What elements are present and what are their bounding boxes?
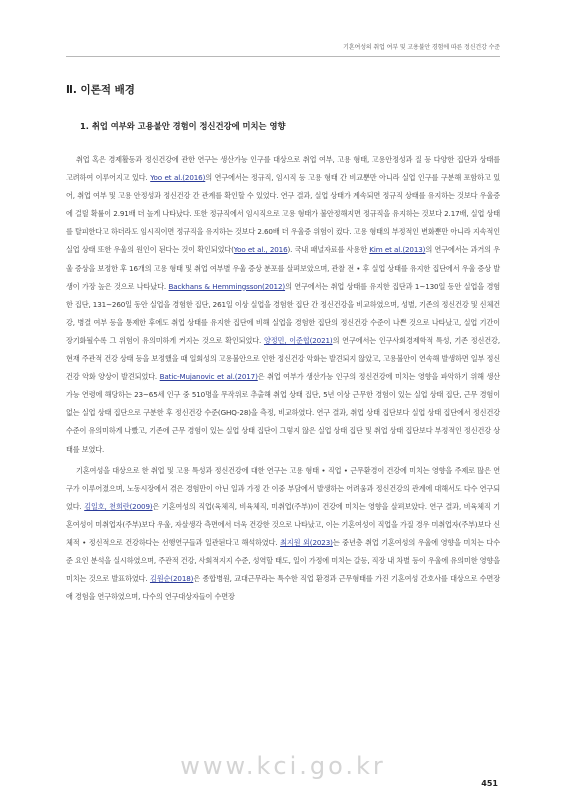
watermark: www.kci.go.kr [180,752,386,780]
page-number: 451 [481,779,498,788]
citation-link[interactable]: Backhans & Hemmingsson(2012) [168,281,286,291]
running-header: 기혼여성의 취업 여부 및 고용불안 경험에 따른 정신건강 수준 [343,44,500,51]
header-rule [66,56,500,57]
paragraph-2: 기혼여성을 대상으로 한 취업 및 고용 특성과 정신건강에 대한 연구는 고용 형태 • 직업 • 근무환경이 건강에 미치는 영향을 주제로 많은 연구가 이루어졌으며, 노동시장에서 겪은 경험만이 아닌 일과 가정 간 이중 부담에서 발생하는 어려움과 정신건강의 관계에 대해서도 다수 연구되었다. 김일호, 천희란(2009)은 기혼여성의 직업(육체직, 비육체직, 미취업(주부))이 건강에 미치는 영향을 살펴보았다. 연구 결과, 비육체직 기혼여성이 미취업자(주부)보다 우울, 자살생각 측면에서 더욱 건강한 것으로 나타났고, 이는 기혼여성이 직업을 가질 경우 미취업자(주부)보다 신체적 • 정신적으로 건강하다는 선행연구들과 일관된다고 해석하였다. 최지원 외(2023)는 중년층 취업 기혼여성의 우울에 영향을 미치는 다수준 요인 분석을 실시하였으며, 주관적 건강, 사회적지지 수준, 성역할 태도, 일이 가정에 미치는 갈등, 직장 내 차별 등이 우울에 유의미한 영향을 미치는 것으로 발표하였다. 김원순(2018)은 종합병원, 교대근무라는 특수한 직업 환경과 근무형태를 가진 기혼여성 간호사를 대상으로 수면장애 경험을 연구하였으며, 다수의 연구대상자들이 수면장 [66,465,500,602]
citation-link[interactable]: 양정민, 이준협(2021) [263,335,333,345]
subsection-heading: 1. 취업 여부와 고용불안 경험이 정신건강에 미치는 영향 [80,121,286,131]
citation-link[interactable]: Kim et al.(2013) [369,245,426,255]
paragraph-1: 취업 혹은 경제활동과 정신건강에 관한 연구는 생산가능 인구를 대상으로 취업 여부, 고용 형태, 고용안정성과 질 등 다양한 집단과 상태를 고려하여 이루어지고 있다. Yoo et al.(2016)의 연구에서는 정규직, 임시직 등 고용 형태 간 비교뿐만 아니라 실업 인구를 구분해 포함하고 있어, 취업 여부 및 고용 안정성과 정신건강 간 관계를 확인할 수 있었다. 연구 결과, 실업 상태가 계속되면 정규직 상태를 유지하는 것보다 우울증에 걸릴 확률이 2.91배 더 높게 나타났다. 또한 정규직에서 임시직으로 고용 형태가 불안정해지면 정규직을 유지하는 것보다 2.17배, 실업 상태를 탈피한다고 하더라도 임시직이면 정규직을 유지하는 것보다 2.60배 더 우울증 위험이 컸다. 고용 형태의 부정적인 변화뿐만 아니라 지속적인 실업 상태 또한 우울의 원인이 된다는 것이 확인되었다(Yoo et al., 2016). 국내 패널자료를 사용한 Kim et al.(2013)의 연구에서는 과거의 우울 증상을 보정한 후 16개의 고용 형태 및 취업 여부별 우울 증상 분포를 살펴보았으며, 관찰 전 • 후 실업 상태를 유지한 집단에서 우울 증상 발생이 가장 높은 것으로 나타났다. Backhans & Hemmingsson(2012)의 연구에서는 취업 상태를 유지한 집단과 1~130일 동안 실업을 경험한 집단, 131~260일 동안 실업을 경험한 집단, 261일 이상 실업을 경험한 집단 간 정신건강을 비교하였으며, 성별, 기존의 정신건강 및 신체건강, 병결 여부 등을 통제한 후에도 취업 상태를 유지한 집단에 비해 실업을 경험한 집단의 정신건강 수준이 나쁜 것으로 나타났고, 실업 기간이 장기화될수록 그 위험이 유의미하게 커지는 것으로 확인되었다. 양정민, 이준협(2021)의 연구에서는 인구사회경제학적 특성, 기존 정신건강, 현재 주관적 건강 상태 등을 보정했을 때 일회성의 고용불안으로 인한 정신건강 악화는 발견되지 않았고, 고용불안이 연속해 발생하면 일부 정신건강 악화 양상이 발견되었다. Batic-Mujanovic et al.(2017)은 취업 여부가 생산가능 인구의 정신건강에 미치는 영향을 파악하기 위해 생산가능 연령에 해당하는 23~65세 인구 중 510명을 무작위로 추출해 취업 상태 집단, 5년 이상 근무한 경험이 있는 실업 상태 집단, 근무 경험이 없는 실업 상태 집단으로 구분한 후 정신건강 수준(GHQ-28)을 측정, 비교하였다. 연구 결과, 취업 상태 집단보다 실업 상태 집단에서 정신건강 수준이 유의미하게 나빴고, 기존에 근무 경험이 있는 실업 상태 집단이 그렇지 않은 실업 상태 집단 및 취업 상태 집단보다 부정적인 정신건강 상태를 보였다. [66,155,501,454]
citation-link[interactable]: 김원순(2018) [149,574,194,584]
citation-link[interactable]: Batic-Mujanovic et al.(2017) [159,372,258,382]
citation-link[interactable]: 김일호, 천희란(2009) [84,501,153,511]
body-text [66,151,500,606]
section-heading: Ⅱ. 이론적 배경 [66,84,135,96]
citation-link[interactable]: Yoo et al.(2016) [150,173,206,183]
citation-link[interactable]: 최지원 외(2023) [280,537,333,547]
citation-link[interactable]: Yoo et al., 2016 [233,245,288,255]
